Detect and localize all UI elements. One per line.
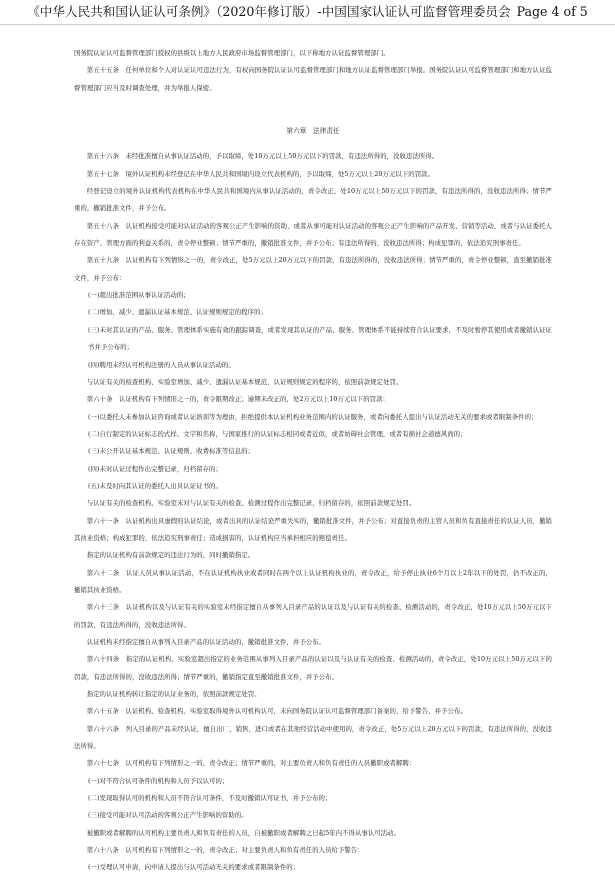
paragraph: 指定的认证机构转让指定的认证业务的，依照前款规定处罚。 <box>86 690 261 699</box>
paragraph: 第六十一条 认证机构出具虚假的认证结论，或者出具的认证结论严重失实的，撤销批准文件，并予公布；对直接负责的主管人员和负有直接责任的认证人员，撤销其执业资格；构成犯罪的，依法追究刑事责任；造成损害的，认证机构应当承担相应的赔偿责任。 <box>74 516 552 542</box>
document-body <box>74 45 552 877</box>
list-item: (五)未及时向其认证的委托人出具认证证书的。 <box>88 481 222 490</box>
chapter-heading: 第六章 法律责任 <box>286 127 340 136</box>
list-item: (二)自行制定的认证标志的式样、文字和名称，与国家推行的认证标志相同或者近似，或者妨碍社会管理，或者有损社会道德风尚的； <box>88 429 467 438</box>
paragraph: 指定的认证机构有前款规定的违法行为的，同时撤销指定。 <box>86 551 255 560</box>
paragraph: 与认证有关的检查机构、实验室增加、减少、遗漏认证基本规范、认证规则规定的程序的，依照前款规定处罚。 <box>86 377 403 386</box>
list-item: (二)发现取得认可的机构和人员不符合认可条件，不及时撤销认可证书，并予公布的； <box>88 794 332 803</box>
paragraph: 第六十条 认证机构有下列情形之一的，责令限期改正；逾期未改正的，处2万元以上10万元以下的罚款： <box>86 395 389 404</box>
list-item: (四)未对认证过程作出完整记录，归档留存的； <box>88 464 222 473</box>
list-item: (三)未公开认证基本规范、认证规则、收费标准等信息的； <box>88 447 255 456</box>
list-item: (一)以委托人未参加认证咨询或者认证培训等为理由，拒绝提供本认证机构业务范围内的认证服务，或者向委托人提出与认证活动无关的要求或者限制条件的； <box>88 412 538 421</box>
paragraph: 与认证有关的检查机构、实验室未对与认证有关的检查、检测过程作出完整记录，归档留存的，依照前款规定处罚。 <box>86 499 416 508</box>
list-item: (一)受理认可申请，向申请人提出与认可活动无关的要求或者限制条件的； <box>88 863 300 872</box>
paragraph: 第六十六条 列入目录的产品未经认证，擅自出厂、销售、进口或者在其他经营活动中使用的，责令改正，处5万元以上20万元以下的罚款，有违法所得的，没收违法所得。 <box>74 724 552 751</box>
paragraph: 第五十八条 认证机构接受可能对认证活动的客观公正产生影响的资助，或者从事可能对认证活动的客观公正产生影响的产品开发、营销等活动，或者与认证委托人存在资产、管理方面的利益关系的，责令停业整顿；情节严重的，撤销批准文件，并予公布；有违法所得的，没收违法所得；构成犯罪的，依法追究刑事责任。 <box>74 221 552 248</box>
paragraph: 第五十九条 认证机构有下列情形之一的，责令改正，处5万元以上20万元以下的罚款，有违法所得的，没收违法所得；情节严重的，责令停业整顿，直至撤销批准文件，并予公布： <box>74 256 552 282</box>
section-spacer <box>74 97 552 115</box>
paragraph: 第五十五条 任何单位和个人对认证认可违法行为，有权向国务院认证认可监督管理部门和地方认证监督管理部门举报。国务院认证认可监督管理部门和地方认证监督管理部门应当及时调查处理，并为举报人保密。 <box>74 66 552 92</box>
list-item: (二)增加、减少、遗漏认证基本规范、认证规则规定的程序的； <box>88 308 267 317</box>
paragraph: 国务院认证认可监督管理部门授权的县级以上地方人民政府市场监督管理部门，以下称地方认证监督管理部门。 <box>74 49 390 57</box>
list-item: (一)对不符合认可条件的机构和人员予以认可的； <box>88 776 229 785</box>
paragraph: 第六十四条 指定的认证机构、实验室超出指定的业务范围从事列入目录产品的认证以及与认证有关的检查、检测活动的，责令改正，处10万元以上50万元以下的罚款，有违法所得的，没收违法所得；情节严重的，撤销指定直至撤销批准文件，并予公布。 <box>74 655 552 681</box>
list-item: (三)未对其认证的产品、服务、管理体系实施有效的跟踪调查，或者发现其认证的产品、服务、管理体系不能持续符合认证要求，不及时暂停其使用或者撤销认证证书并予公布的； <box>88 325 552 352</box>
paragraph: 第六十三条 认证机构以及与认证有关的实验室未经指定擅自从事列入目录产品的认证以及与认证有关的检查、检测活动的，责令改正，处10万元以上50万元以下的罚款，有违法所得的，没收违法所得。 <box>74 603 552 629</box>
document-title: 《中华人民共和国认证认可条例》（2020年修订版）-中国国家认证认可监督管理委员会 <box>27 4 511 19</box>
page-number: Page 4 of 5 <box>516 4 588 19</box>
paragraph: 被撤职或者解聘的认可机构主要负责人和负有责任的人员，自被撤职或者解聘之日起5年内不得从事认可活动。 <box>86 828 401 837</box>
paragraph: 认证机构未经指定擅自从事列入目录产品的认证活动的，撤销批准文件，并予公布。 <box>86 638 326 646</box>
paragraph: 第六十八条 认可机构有下列情形之一的，责令改正；对主要负责人和负有责任的人员给予警告： <box>86 846 364 855</box>
list-item: (一)超出批准范围从事认证活动的； <box>88 291 190 300</box>
paragraph: 第五十六条 未经批准擅自从事认证活动的，予以取缔，处10万元以上50万元以下的罚款，有违法所得的，没收违法所得。 <box>86 152 439 161</box>
paragraph: 第六十二条 认证人员从事认证活动，不在认证机构执业或者同时在两个以上认证机构执业的，责令改正，给予停止执业6个月以上2年以下的处罚，仍不改正的，撤销其执业资格。 <box>74 568 552 594</box>
list-item: (三)接受可能对认可活动的客观公正产生影响的资助的。 <box>88 811 248 820</box>
paragraph: 第六十五条 认证机构、检查机构、实验室取得境外认可机构认可，未向国务院认证认可监督管理部门备案的，给予警告，并予公布。 <box>86 707 467 716</box>
list-item: (四)聘用未经认可机构注册的人员从事认证活动的。 <box>88 360 235 369</box>
paragraph: 第五十七条 境外认证机构未经登记在中华人民共和国境内设立代表机构的，予以取缔，处5万元以上20万元以下的罚款。 <box>86 169 435 178</box>
paragraph: 第六十七条 认可机构有下列情形之一的，责令改正；情节严重的，对主要负责人和负有责任的人员撤职或者解聘： <box>86 759 416 768</box>
page-header <box>0 0 615 25</box>
paragraph: 经登记设立的境外认证机构代表机构在中华人民共和国境内从事认证活动的，责令改正，处10万元以上50万元以下的罚款，有违法所得的，没收违法所得；情节严重的，撤销批准文件，并予公布。 <box>74 187 552 213</box>
